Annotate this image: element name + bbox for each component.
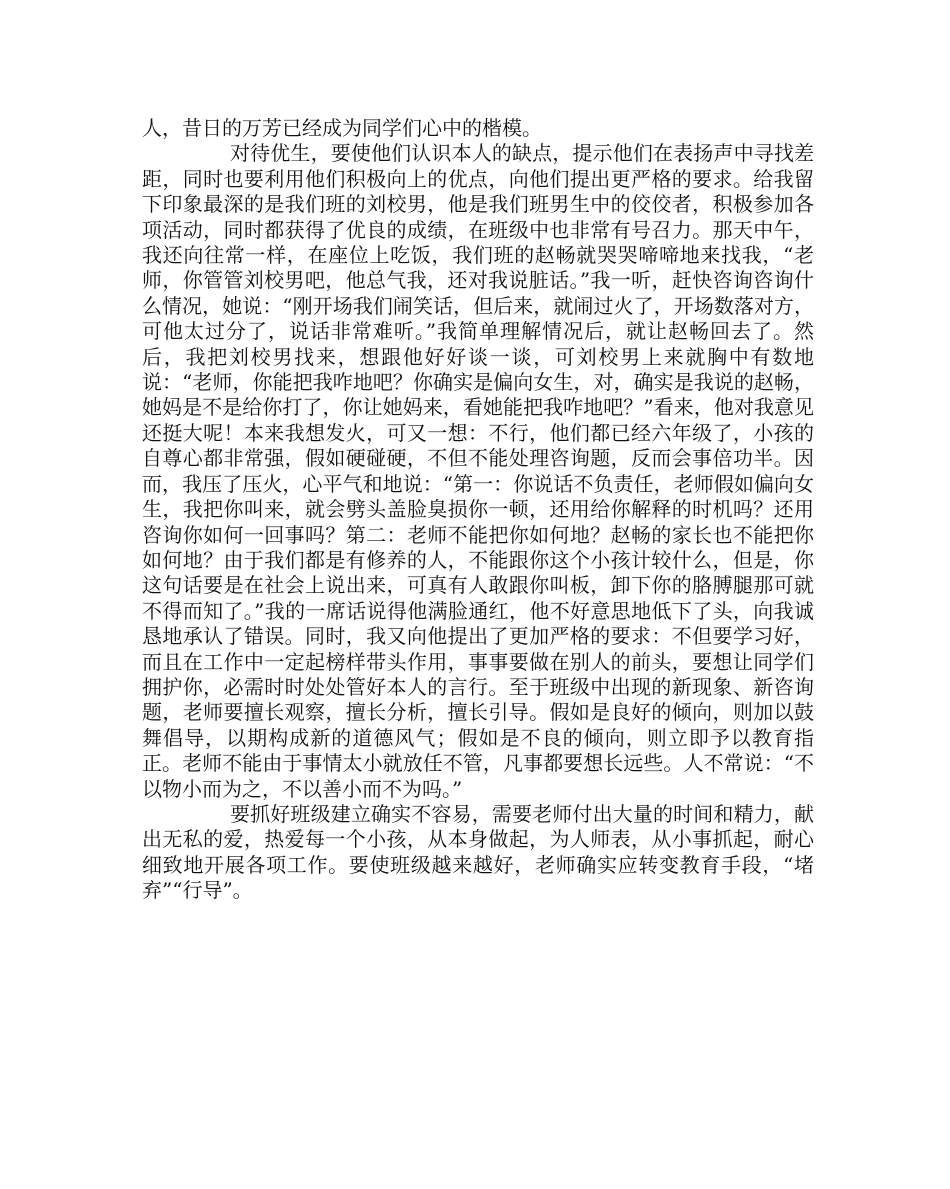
paragraph-conclusion: 要抓好班级建立确实不容易，需要老师付出大量的时间和精力，献出无私的爱，热爱每一个小孩，从本身做起，为人师表，从小事抓起，耐心细致地开展各项工作。要使班级越来越好，老师确实应转变教育手段，“堵弃”“行导”。 bbox=[142, 801, 814, 903]
document-body bbox=[142, 116, 814, 904]
paragraph-continuation: 人，昔日的万芳已经成为同学们心中的楷模。 bbox=[142, 116, 542, 140]
paragraph-excellent-students: 对待优生，要使他们认识本人的缺点，提示他们在表扬声中寻找差距，同时也要利用他们积极向上的优点，向他们提出更严格的要求。给我留下印象最深的是我们班的刘校男，他是我们班男生中的佼佼者，积极参加各项活动，同时都获得了优良的成绩，在班级中也非常有号召力。那天中午，我还向往常一样，在座位上吃饭，我们班的赵畅就哭哭啼啼地来找我，“老师，你管管刘校男吧，他总气我，还对我说脏话。”我一听，赶快咨询咨询什么情况，她说：“刚开场我们闹笑话，但后来，就闹过火了，开场数落对方，可他太过分了，说话非常难听。”我简单理解情况后，就让赵畅回去了。然后，我把刘校男找来，想跟他好好谈一谈，可刘校男上来就胸中有数地说：“老师，你能把我咋地吧？你确实是偏向女生，对，确实是我说的赵畅，她妈是不是给你打了，你让她妈来，看她能把我咋地吧？”看来，他对我意见还挺大呢！本来我想发火，可又一想：不行，他们都已经六年级了，小孩的自尊心都非常强，假如硬碰硬，不但不能处理咨询题，反而会事倍功半。因而，我压了压火，心平气和地说：“第一：你说话不负责任，老师假如偏向女生，我把你叫来，就会劈头盖脸臭损你一顿，还用给你解释的时机吗？还用咨询你如何一回事吗？第二：老师不能把你如何地？赵畅的家长也不能把你如何地？由于我们都是有修养的人，不能跟你这个小孩计较什么，但是，你这句话要是在社会上说出来，可真有人敢跟你叫板，卸下你的胳膊腿那可就不得而知了。”我的一席话说得他满脸通红，他不好意思地低下了头，向我诚恳地承认了错误。同时，我又向他提出了更加严格的要求：不但要学习好，而且在工作中一定起榜样带头作用，事事要做在别人的前头，要想让同学们拥护你，必需时时处处管好本人的言行。至于班级中出现的新现象、新咨询题，老师要擅长观察，擅长分析，擅长引导。假如是良好的倾向，则加以鼓舞倡导，以期构成新的道德风气；假如是不良的倾向，则立即予以教育指正。老师不能由于事情太小就放任不管，凡事都要想长远些。人不常说：“不以物小而为之，不以善小而不为吗。” bbox=[142, 141, 814, 801]
